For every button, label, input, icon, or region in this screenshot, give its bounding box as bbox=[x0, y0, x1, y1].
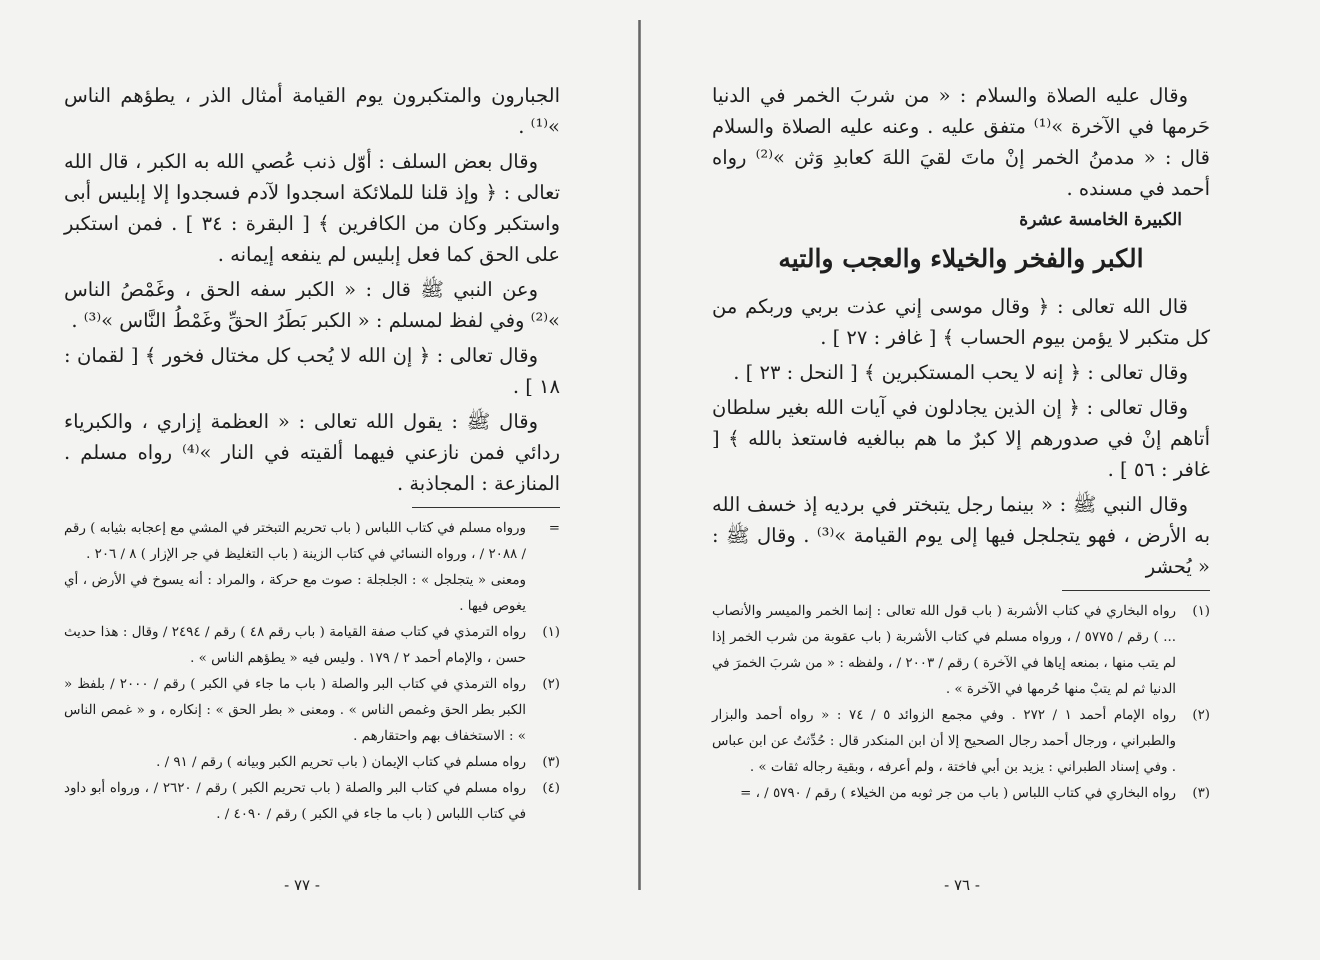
paragraph: قال الله تعالى : ﴿ وقال موسى إني عذت بربي وربكم من كل متكبر لا يؤمن بيوم الحساب ﴾ [ غافر : ٢٧ ] . bbox=[712, 295, 1210, 349]
chapter-heading: الكبر والفخر والخيلاء والعجب والتيه bbox=[778, 244, 1144, 273]
footnote-number: (٢) bbox=[542, 677, 560, 692]
footnote-text: رواه مسلم في كتاب الإيمان ( باب تحريم الكبر وبيانه ) رقم / ٩١ / . bbox=[156, 755, 526, 770]
footnote bbox=[64, 750, 560, 776]
footnote-text: رواه مسلم في كتاب البر والصلة ( باب تحريم الكبر ) رقم / ٢٦٢٠ / ، ورواه أبو داود في كتاب اللباس ( باب ما جاء في الكبر ) رقم / ٤٠٩٠ / . bbox=[64, 781, 527, 822]
page-77-body bbox=[64, 80, 560, 499]
footnote-number: (٢) bbox=[1192, 708, 1210, 723]
paragraph: وعن النبي ﷺ قال : « الكبر سفه الحق ، وغَمْصُ الناس »⁽²⁾ وفي لفظ لمسلم : « الكبر بَطَرُ الحقِّ وغَمْطُ النَّاس »⁽³⁾ . bbox=[64, 278, 560, 332]
paragraph: وقال تعالى : ﴿ إن الله لا يُحب كل مختال فخور ﴾ [ لقمان : ١٨ ] . bbox=[64, 344, 560, 398]
footnote bbox=[712, 599, 1210, 703]
paragraph: وقال ﷺ : يقول الله تعالى : « العظمة إزاري ، والكبرياء ردائي فمن نازعني فيهما ألقيته في النار »⁽⁴⁾ رواه مسلم . المنازعة : المجاذبة . bbox=[64, 410, 561, 495]
paragraph: وقال بعض السلف : أوّل ذنب عُصي الله به الكبر ، قال الله تعالى : ﴿ وإذ قلنا للملائكة اسجدوا لآدم فسجدوا إلا إبليس أبى واستكبر وكان من الكافرين ﴾ [ البقرة : ٣٤ ] . فمن استكبر على الحق كما فعل إبليس لم ينفعه إيمانه . bbox=[64, 150, 561, 266]
footnote-number: (٤) bbox=[542, 781, 560, 796]
page-77 bbox=[64, 80, 560, 828]
footnote-continued bbox=[64, 516, 560, 568]
footnote-continued bbox=[64, 568, 560, 620]
footnote-number: (٣) bbox=[1192, 786, 1210, 801]
footnote-number: (٣) bbox=[542, 755, 560, 770]
footnote bbox=[712, 781, 1210, 807]
footnote-number: (١) bbox=[1192, 604, 1210, 619]
footnote-text: ورواه مسلم في كتاب اللباس ( باب تحريم التبختر في المشي مع إعجابه بثيابه ) رقم / ٢٠٨٨ / ، ورواه النسائي في كتاب الزينة ( باب التغليظ في جر الإزار ) ٨ / ٢٠٦ . bbox=[64, 521, 526, 562]
footnote-text: ومعنى « يتجلجل » : الجلجلة : صوت مع حركة ، والمراد : أنه يسوخ في الأرض ، أي يغوص فيها . bbox=[64, 573, 526, 614]
footnote-text: رواه البخاري في كتاب الأشربة ( باب قول الله تعالى : إنما الخمر والميسر والأنصاب ... ) رقم / ٥٧٧٥ / ، ورواه مسلم في كتاب الأشربة ( باب عقوبة من شرب الخمر إذا لم يتب منها ، بمنعه إياها في الآخرة ) رقم / ٢٠٠٣ / ، ولفظه : « من شربَ الخمرَ في الدنيا ثم لم يتبْ منها حُرمها في الآخرة » . bbox=[712, 604, 1177, 697]
page-number-77: - ٧٧ - bbox=[284, 876, 320, 894]
page-76 bbox=[712, 80, 1210, 807]
footnote-number: (١) bbox=[542, 625, 560, 640]
paragraph: الجبارون والمتكبرون يوم القيامة أمثال الذر ، يطؤهم الناس »⁽¹⁾ . bbox=[64, 84, 560, 138]
footnote-text: رواه الإمام أحمد ١ / ٢٧٢ . وفي مجمع الزوائد ٥ / ٧٤ : « رواه أحمد والبزار والطبراني ، ورجال أحمد رجال الصحيح إلا أن ابن المنكدر قال : حُدِّثتُ عن ابن عباس . وفي إسناد الطبراني : يزيد بن أبي فاختة ، ولم أعرفه ، وبقية رجاله ثقات » . bbox=[712, 708, 1176, 775]
footnote-text: رواه الترمذي في كتاب البر والصلة ( باب ما جاء في الكبر ) رقم / ٢٠٠٠ / بلفظ « الكبر بطر الحق وغمص الناس » . ومعنى « بطر الحق » : إنكاره ، و « غمص الناس » : الاستخفاف بهم واحتقارهم . bbox=[64, 677, 526, 744]
footnote bbox=[64, 672, 560, 750]
book-gutter bbox=[638, 20, 641, 890]
footnote-separator bbox=[1062, 590, 1210, 591]
footnote-separator bbox=[412, 507, 560, 508]
paragraph: وقال النبي ﷺ : « بينما رجل يتبختر في برديه إذ خسف الله به الأرض ، فهو يتجلجل فيها إلى يوم القيامة »⁽³⁾ . وقال ﷺ : « يُحشر bbox=[712, 493, 1211, 578]
paragraph: وقال عليه الصلاة والسلام : « من شربَ الخمر في الدنيا حَرمها في الآخرة »⁽¹⁾ متفق عليه . وعنه عليه الصلاة والسلام قال : « مدمنُ الخمر إنْ ماتَ لقيَ اللهَ كعابدِ وَثن »⁽²⁾ رواه أحمد في مسنده . bbox=[712, 84, 1210, 200]
footnote-text: رواه الترمذي في كتاب صفة القيامة ( باب رقم ٤٨ ) رقم / ٢٤٩٤ / وقال : هذا حديث حسن ، والإمام أحمد ٢ / ١٧٩ . وليس فيه « يطؤهم الناس » . bbox=[64, 625, 526, 666]
footnotes bbox=[712, 599, 1210, 807]
page-76-body bbox=[712, 80, 1210, 582]
footnote-number bbox=[526, 568, 560, 620]
footnote-number: = bbox=[548, 521, 560, 536]
paragraph: وقال تعالى : ﴿ إنه لا يحب المستكبرين ﴾ [ النحل : ٢٣ ] . bbox=[733, 361, 1188, 384]
footnote-text: رواه البخاري في كتاب اللباس ( باب من جر ثوبه من الخيلاء ) رقم / ٥٧٩٠ / ، = bbox=[740, 786, 1176, 801]
footnote bbox=[64, 620, 560, 672]
footnotes bbox=[64, 516, 560, 828]
page-number-76: - ٧٦ - bbox=[944, 876, 980, 894]
footnote bbox=[64, 776, 560, 828]
chapter-subheading: الكبيرة الخامسة عشرة bbox=[1019, 210, 1182, 230]
paragraph: وقال تعالى : ﴿ إن الذين يجادلون في آيات الله بغير سلطان أتاهم إنْ في صدورهم إلا كبرٌ ما هم ببالغيه فاستعذ بالله ﴾ [ غافر : ٥٦ ] . bbox=[712, 396, 1210, 481]
footnote bbox=[712, 703, 1210, 781]
